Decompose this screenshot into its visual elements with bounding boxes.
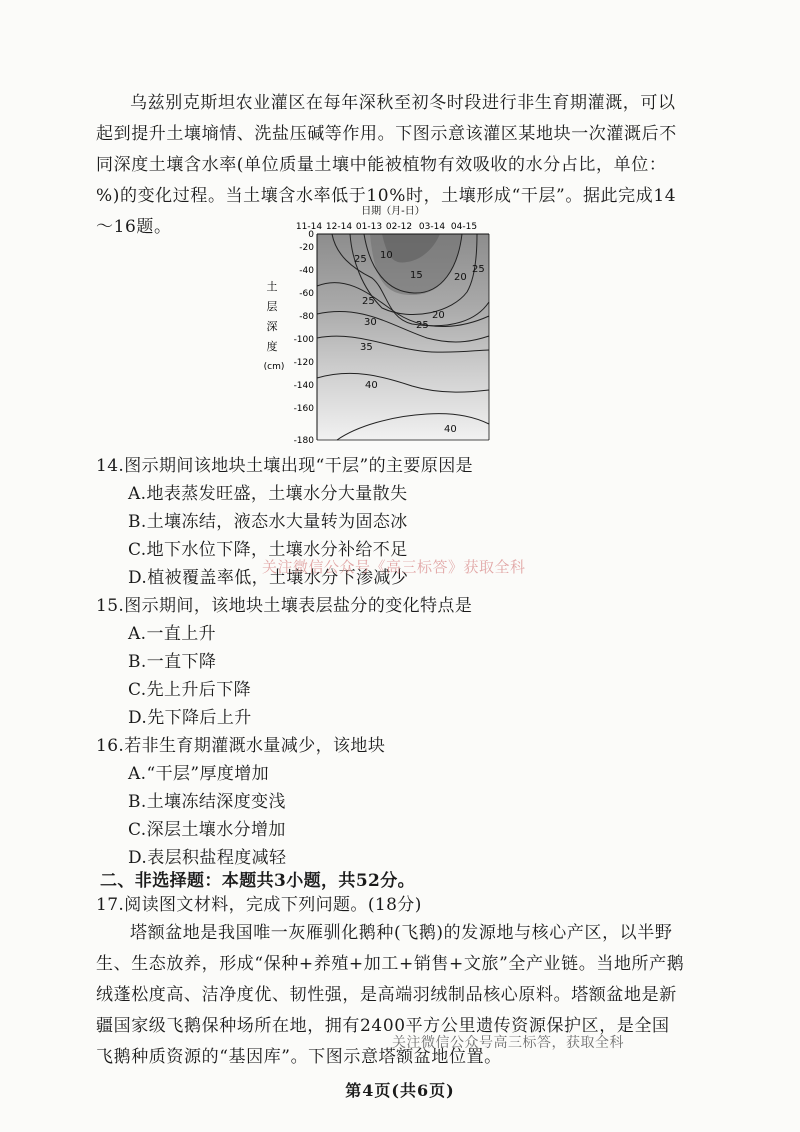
contour-label: 15 xyxy=(410,270,423,281)
y-axis-unit: (cm) xyxy=(263,362,285,372)
contour-label: 25 xyxy=(472,264,485,275)
page-number-footer: 第4页(共6页) xyxy=(345,1081,455,1100)
contour-label: 25 xyxy=(416,320,429,331)
question-17-material: 塔额盆地是我国唯一灰雁驯化鹅种(飞鹅)的发源地与核心产区，以半野生、生态放养，形成“保种+养殖+加工+销售+文旅”全产业链。当地所产鹅绒蓬松度高、洁净度优、韧性强，是高端羽绒制品核心原料。塔额盆地是新疆国家级飞鹅保种场所在地，拥有2400平方公里遗传资源保护区，是全国飞鹅种质资源的“基因库”。下图示意塔额盆地位置。 xyxy=(96,923,685,1067)
y-tick-label: -140 xyxy=(293,381,314,391)
q15-option-a: A.一直上升 xyxy=(128,624,217,644)
contour-label: 30 xyxy=(364,317,377,328)
contour-label: 20 xyxy=(432,310,445,321)
question-17-stem: 17.阅读图文材料，完成下列问题。(18分) xyxy=(96,895,422,915)
x-tick-label: 04-15 xyxy=(450,222,478,232)
y-tick-label: -120 xyxy=(293,358,314,368)
x-axis-title: 日期（月-日） xyxy=(361,206,425,217)
q16-option-a: A.“干层”厚度增加 xyxy=(128,764,270,784)
y-axis-title-char: 度 xyxy=(266,340,278,353)
section-heading: 二、非选择题：本题共3小题，共52分。 xyxy=(100,871,416,891)
x-tick-label: 11-14 xyxy=(295,222,323,232)
q14-option-a: A.地表蒸发旺盛，土壤水分大量散失 xyxy=(128,484,408,504)
contour-label: 40 xyxy=(444,424,457,435)
y-tick-label: -80 xyxy=(299,312,314,322)
contour-label: 35 xyxy=(360,342,373,353)
x-tick-label: 01-13 xyxy=(355,222,383,232)
x-tick-label: 02-12 xyxy=(385,222,413,232)
watermark-text: 关注微信公众号高三标答，获取全科 xyxy=(392,1035,624,1051)
q15-option-d: D.先下降后上升 xyxy=(128,708,252,728)
y-tick-label: -160 xyxy=(293,404,314,414)
contour-label: 40 xyxy=(365,380,378,391)
q16-option-b: B.土壤冻结深度变浅 xyxy=(128,792,286,812)
question-14-stem: 14.图示期间该地块土壤出现“干层”的主要原因是 xyxy=(96,456,474,476)
y-tick-label: 0 xyxy=(308,230,314,240)
contour-label: 25 xyxy=(354,254,367,265)
q16-option-c: C.深层土壤水分增加 xyxy=(128,820,286,840)
watermark-text: 关注微信公众号《高三标答》获取全科 xyxy=(262,558,526,576)
x-tick-label: 12-14 xyxy=(325,222,353,232)
contour-svg xyxy=(262,200,522,450)
contour-label: 20 xyxy=(454,272,467,283)
y-tick-label: -20 xyxy=(299,243,314,253)
y-tick-label: -180 xyxy=(293,436,314,446)
q15-option-b: B.一直下降 xyxy=(128,652,217,672)
intro-paragraph: 乌兹别克斯坦农业灌区在每年深秋至初冬时段进行非生育期灌溉，可以起到提升土壤墒情、洗盐压碱等作用。下图示意该灌区某地块一次灌溉后不同深度土壤含水率(单位质量土壤中能被植物有效吸收的水分占比，单位：%)的变化过程。当土壤含水率低于10%时，土壤形成“干层”。据此完成14～16题。 xyxy=(96,93,677,237)
y-tick-label: -60 xyxy=(299,289,314,299)
x-tick-label: 03-14 xyxy=(418,222,446,232)
q14-option-d: D.植被覆盖率低，土壤水分下渗减少 xyxy=(128,568,409,588)
y-axis-title-char: 土 xyxy=(266,280,278,293)
soil-moisture-contour-figure xyxy=(262,200,522,450)
y-tick-label: -40 xyxy=(299,266,314,276)
q14-option-c: C.地下水位下降，土壤水分补给不足 xyxy=(128,540,408,560)
contour-label: 10 xyxy=(380,250,393,261)
y-tick-label: -100 xyxy=(293,335,314,345)
question-15-stem: 15.图示期间，该地块土壤表层盐分的变化特点是 xyxy=(96,596,473,616)
q14-option-b: B.土壤冻结，液态水大量转为固态冰 xyxy=(128,512,408,532)
q16-option-d: D.表层积盐程度减轻 xyxy=(128,848,287,868)
q15-option-c: C.先上升后下降 xyxy=(128,680,252,700)
question-16-stem: 16.若非生育期灌溉水量减少，该地块 xyxy=(96,736,386,756)
y-axis-title-char: 层 xyxy=(266,300,278,313)
contour-label: 25 xyxy=(362,296,375,307)
y-axis-title-char: 深 xyxy=(266,320,278,333)
